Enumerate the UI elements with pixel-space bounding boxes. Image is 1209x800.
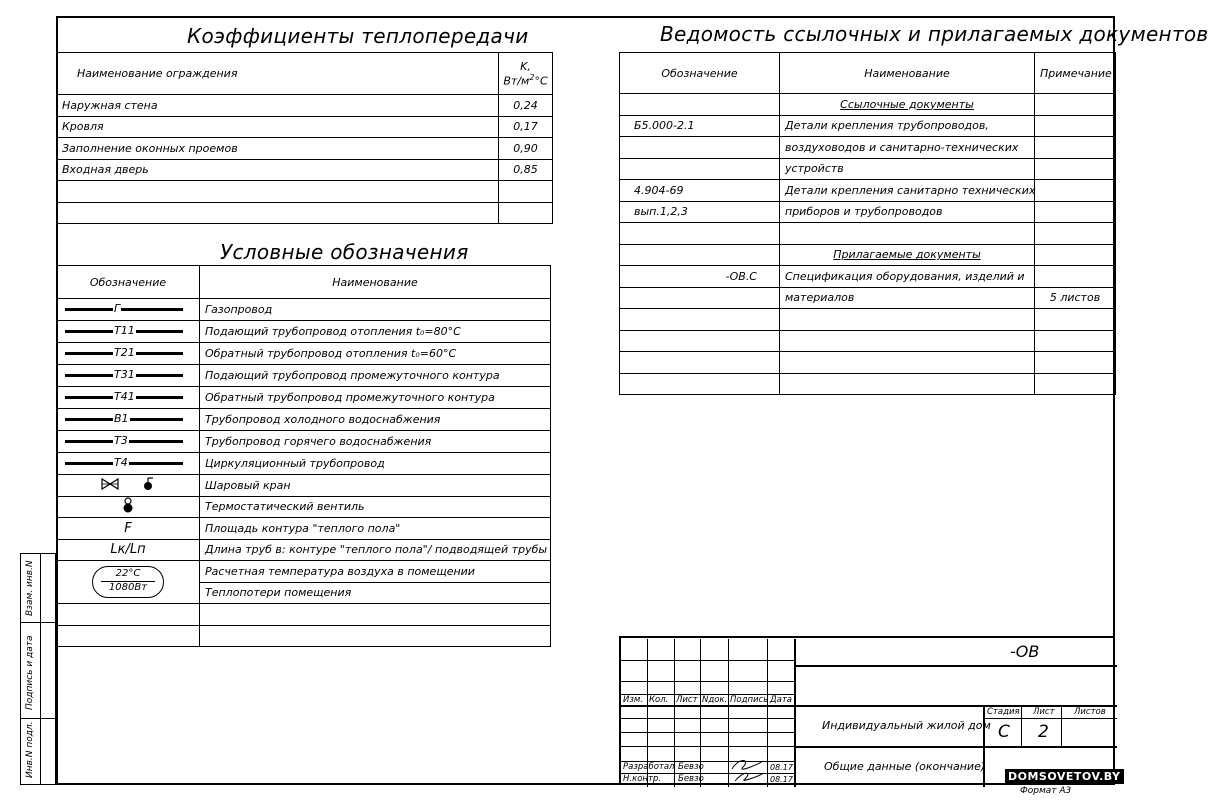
heat-row-k: 0,85 bbox=[499, 159, 553, 181]
pipe-name: Подающий трубопровод промежуточного контура bbox=[200, 365, 551, 387]
refs-head-name: Наименование bbox=[780, 53, 1035, 94]
heat-row-k bbox=[499, 181, 553, 203]
developer-name: Бевзо bbox=[678, 762, 704, 772]
sheet-title: Общие данные (окончание) bbox=[824, 760, 986, 773]
sheet-label: Лист bbox=[1033, 707, 1055, 717]
heat-row bbox=[57, 95, 553, 117]
pipe-name: Циркуляционный трубопровод bbox=[200, 453, 551, 475]
refs-note bbox=[1035, 94, 1116, 116]
refs-name bbox=[780, 330, 1035, 352]
refs-note bbox=[1035, 180, 1116, 202]
refs-row bbox=[620, 266, 1116, 288]
refs-designation bbox=[620, 244, 780, 266]
temp-name: Расчетная температура воздуха в помещении bbox=[200, 561, 551, 583]
heat-row-name bbox=[57, 202, 499, 224]
refs-name: приборов и трубопроводов bbox=[780, 201, 1035, 223]
refs-note bbox=[1035, 158, 1116, 180]
heat-row-k: 0,24 bbox=[499, 95, 553, 117]
stamp-col-header: Изм. bbox=[623, 695, 643, 705]
controller-label: Н.контр. bbox=[623, 774, 662, 784]
sheets-label: Листов bbox=[1074, 707, 1106, 717]
refs-row bbox=[620, 244, 1116, 266]
temp-value: 22°C bbox=[115, 568, 141, 579]
legend-row bbox=[57, 431, 551, 453]
doc-code: -ОВ bbox=[1010, 642, 1040, 661]
loss-value: 1080Вт bbox=[108, 582, 148, 593]
refs-row bbox=[620, 201, 1116, 223]
refs-designation: вып.1,2,3 bbox=[620, 201, 780, 223]
refs-name: Прилагаемые документы bbox=[780, 244, 1035, 266]
room-temp-symbol bbox=[57, 561, 200, 604]
refs-name: Детали крепления санитарно технических bbox=[780, 180, 1035, 202]
refs-row bbox=[620, 309, 1116, 331]
legend-row bbox=[57, 321, 551, 343]
side-field-replace: Взам. инв.N bbox=[25, 560, 35, 616]
pipe-code: T11 bbox=[114, 324, 135, 337]
pipe-line-symbol bbox=[57, 321, 200, 343]
ball-valve-symbol bbox=[57, 475, 200, 497]
area-symbol: F bbox=[57, 518, 200, 540]
refs-note bbox=[1035, 137, 1116, 159]
heat-row-name: Кровля bbox=[57, 116, 499, 138]
heat-row-k: 0,90 bbox=[499, 138, 553, 160]
legend-row bbox=[57, 343, 551, 365]
heat-row bbox=[57, 202, 553, 224]
refs-name: Спецификация оборудования, изделий и bbox=[780, 266, 1035, 288]
refs-designation: -ОВ.С bbox=[620, 266, 780, 288]
sheet-value: 2 bbox=[1038, 722, 1049, 742]
pipe-name: Обратный трубопровод отопления t₀=60°C bbox=[200, 343, 551, 365]
stamp-col-header: Кол. bbox=[649, 695, 669, 705]
watermark: DOMSOVETOV.BY bbox=[1005, 769, 1124, 784]
legend-row bbox=[57, 387, 551, 409]
refs-name: устройств bbox=[780, 158, 1035, 180]
refs-title: Ведомость ссылочных и прилагаемых документов bbox=[660, 22, 1209, 46]
developer-date: 08.17 bbox=[770, 763, 793, 772]
legend-title: Условные обозначения bbox=[220, 240, 469, 264]
legend-table bbox=[56, 265, 551, 647]
refs-note: 5 листов bbox=[1035, 287, 1116, 309]
refs-row bbox=[620, 373, 1116, 395]
refs-designation bbox=[620, 94, 780, 116]
refs-head-designation: Обозначение bbox=[620, 53, 780, 94]
refs-designation bbox=[620, 309, 780, 331]
heat-row bbox=[57, 159, 553, 181]
title-block bbox=[619, 636, 1121, 785]
refs-row bbox=[620, 115, 1116, 137]
legend-head-symbol: Обозначение bbox=[57, 266, 200, 299]
refs-note bbox=[1035, 201, 1116, 223]
refs-note bbox=[1035, 352, 1116, 374]
stamp-col-header: Nдок. bbox=[702, 695, 728, 705]
refs-note bbox=[1035, 115, 1116, 137]
refs-note bbox=[1035, 309, 1116, 331]
pipe-name: Трубопровод холодного водоснабжения bbox=[200, 409, 551, 431]
pipe-name: Газопровод bbox=[200, 299, 551, 321]
refs-name: Детали крепления трубопроводов, bbox=[780, 115, 1035, 137]
refs-designation bbox=[620, 223, 780, 245]
refs-row bbox=[620, 287, 1116, 309]
side-field-inv: Инв.N подл. bbox=[25, 721, 35, 778]
refs-name bbox=[780, 309, 1035, 331]
heat-row-name: Наружная стена bbox=[57, 95, 499, 117]
legend-head-name: Наименование bbox=[200, 266, 551, 299]
refs-row bbox=[620, 352, 1116, 374]
refs-name: Ссылочные документы bbox=[780, 94, 1035, 116]
heat-table bbox=[56, 52, 553, 224]
heat-row-k: 0,17 bbox=[499, 116, 553, 138]
pipe-name: Трубопровод горячего водоснабжения bbox=[200, 431, 551, 453]
pipe-code: T41 bbox=[114, 390, 135, 403]
refs-row bbox=[620, 94, 1116, 116]
refs-row bbox=[620, 137, 1116, 159]
stamp-col-header: Лист bbox=[676, 695, 698, 705]
developer-label: Разработал bbox=[623, 762, 675, 772]
legend-row bbox=[57, 409, 551, 431]
heat-row bbox=[57, 138, 553, 160]
pipe-line-symbol bbox=[57, 343, 200, 365]
refs-designation bbox=[620, 373, 780, 395]
heat-row bbox=[57, 181, 553, 203]
pipe-code: T31 bbox=[114, 368, 135, 381]
pipe-code: Г bbox=[114, 302, 121, 315]
refs-row bbox=[620, 330, 1116, 352]
thermo-valve-symbol bbox=[57, 496, 200, 518]
stamp-col-header: Подпись bbox=[730, 695, 769, 705]
object-name: Индивидуальный жилой дом bbox=[822, 719, 991, 732]
signature-icon bbox=[729, 755, 767, 785]
format-label: Формат А3 bbox=[1020, 786, 1072, 796]
ball-valve-name: Шаровый кран bbox=[200, 475, 551, 497]
area-name: Площадь контура "теплого пола" bbox=[200, 518, 551, 540]
pipe-name: Подающий трубопровод отопления t₀=80°C bbox=[200, 321, 551, 343]
refs-name: воздуховодов и санитарно-технических bbox=[780, 137, 1035, 159]
pipe-line-symbol bbox=[57, 453, 200, 475]
heat-title: Коэффициенты теплопередачи bbox=[187, 24, 529, 48]
pipe-name: Обратный трубопровод промежуточного контура bbox=[200, 387, 551, 409]
heat-row bbox=[57, 116, 553, 138]
refs-name bbox=[780, 373, 1035, 395]
pipe-code: T21 bbox=[114, 346, 135, 359]
refs-name bbox=[780, 352, 1035, 374]
heat-head-k: K, $Вт/м^2^\circ C$ bbox=[499, 53, 553, 95]
refs-note bbox=[1035, 373, 1116, 395]
pipe-code: T4 bbox=[114, 456, 128, 469]
length-name: Длина труб в: контуре "теплого пола"/ подводящей трубы bbox=[200, 539, 551, 561]
refs-designation: Б5.000-2.1 bbox=[620, 115, 780, 137]
refs-head-note: Примечание bbox=[1035, 53, 1116, 94]
stage-value: С bbox=[998, 722, 1010, 742]
controller-date: 08.17 bbox=[770, 775, 793, 784]
heat-row-name bbox=[57, 181, 499, 203]
ball-valve-icon bbox=[98, 477, 158, 491]
legend-row bbox=[57, 299, 551, 321]
refs-designation bbox=[620, 352, 780, 374]
legend-row bbox=[57, 453, 551, 475]
refs-designation bbox=[620, 330, 780, 352]
heat-head-name: Наименование ограждения bbox=[57, 53, 499, 95]
pipe-line-symbol bbox=[57, 431, 200, 453]
pipe-line-symbol bbox=[57, 409, 200, 431]
pipe-line-symbol bbox=[57, 387, 200, 409]
refs-note bbox=[1035, 223, 1116, 245]
pipe-code: T3 bbox=[114, 434, 128, 447]
refs-designation bbox=[620, 158, 780, 180]
refs-designation: 4.904-69 bbox=[620, 180, 780, 202]
thermo-valve-name: Термостатический вентиль bbox=[200, 496, 551, 518]
legend-row bbox=[57, 365, 551, 387]
side-field-sign: Подпись и дата bbox=[25, 635, 35, 710]
refs-note bbox=[1035, 244, 1116, 266]
heat-row-name: Входная дверь bbox=[57, 159, 499, 181]
stamp-col-header: Дата bbox=[770, 695, 793, 705]
refs-name bbox=[780, 223, 1035, 245]
pipe-line-symbol bbox=[57, 365, 200, 387]
pipe-code: B1 bbox=[114, 412, 129, 425]
refs-table bbox=[619, 52, 1116, 395]
stage-label: Стадия bbox=[987, 707, 1020, 717]
refs-designation bbox=[620, 287, 780, 309]
refs-name: материалов bbox=[780, 287, 1035, 309]
loss-name: Теплопотери помещения bbox=[200, 582, 551, 604]
heat-row-k bbox=[499, 202, 553, 224]
refs-row bbox=[620, 180, 1116, 202]
refs-note bbox=[1035, 266, 1116, 288]
controller-name: Бевзо bbox=[678, 774, 704, 784]
pipe-line-symbol bbox=[57, 299, 200, 321]
refs-row bbox=[620, 158, 1116, 180]
refs-designation bbox=[620, 137, 780, 159]
thermostatic-valve-icon bbox=[118, 497, 138, 513]
refs-note bbox=[1035, 330, 1116, 352]
refs-row bbox=[620, 223, 1116, 245]
length-symbol: Lк/Lп bbox=[57, 539, 200, 561]
heat-row-name: Заполнение оконных проемов bbox=[57, 138, 499, 160]
